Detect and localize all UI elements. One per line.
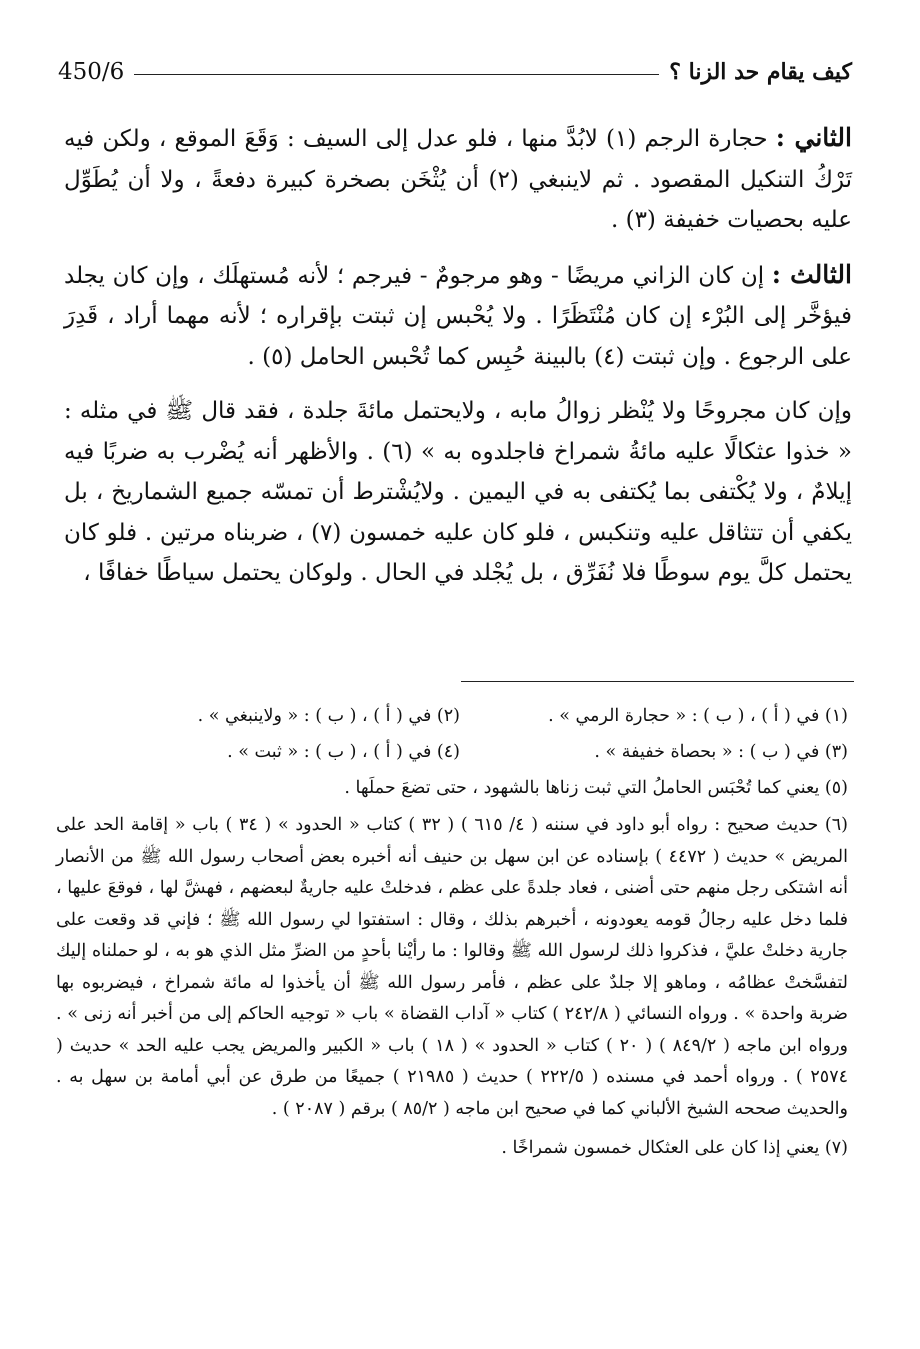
- paragraph-text: حجارة الرجم (١) لابُدَّ منها ، فلو عدل إلى السيف : وَقَعَ الموقع ، ولكن فيه تَرْكُ التنكيل المقصود . ثم لاينبغي (٢) أن يُثْخَن بصخرة كبيرة دفعةً ، ولا أن يُطَوِّل عليه بحصيات خفيفة (٣) .: [64, 126, 852, 233]
- main-text: [64, 118, 852, 608]
- paragraph-lead: الثالث :: [771, 259, 852, 289]
- footnote-1: (١) في ( أ ) ، ( ب ) : « حجارة الرمي » .: [548, 706, 848, 726]
- footnote-3: (٣) في ( ب ) : « بحصاة خفيفة » .: [594, 742, 848, 762]
- page-header: [58, 52, 852, 92]
- paragraph-lead: الثاني :: [775, 123, 852, 152]
- paragraph-second: [64, 118, 852, 241]
- running-title: كيف يقام حد الزنا ؟: [669, 59, 852, 85]
- footnote-6: (٦) حديث صحيح : رواه أبو داود في سننه ( ٤/ ٦١٥ ) ( ٣٢ ) كتاب « الحدود » ( ٣٤ ) باب « إقامة الحد على المريض » حديث ( ٤٤٧٢ ) بإسناده عن ابن سهل بن حنيف أنه أخبره بعض أصحاب رسول الله ﷺ من الأنصار أنه اشتكى رجل منهم حتى أضنى ، فعاد جلدةً على عظم ، فدخلتْ عليه جاريةٌ لبعضهم ، فهشَّ لها ، فوقعَ عليها ، فلما دخل عليه رجالُ قومه يعودونه ، أخبرهم بذلك ، وقال : استفتوا لي رسول الله ﷺ ؛ فإني قد وقعت على جارية دخلتْ عليَّ ، فذكروا ذلك لرسول الله ﷺ وقالوا : ما رأيْنا بأحدٍ من الضرِّ مثل الذي هو به ، لو حملناه إليك لتفسَّختْ عظامُه ، وماهو إلا جلدٌ على عظم ، فأمر رسول الله ﷺ أن يأخذوا له مائة شمراخ ، فيضربوه بها ضربة واحدة » . ورواه النسائي ( ٢٤٢/٨ ) كتاب « آداب القضاة » باب « توجيه الحاكم إلى من أخبر أنه زنى » . ورواه ابن ماجه ( ٨٤٩/٢ ) ( ٢٠ ) كتاب « الحدود » ( ١٨ ) باب « الكبير والمريض يجب عليه الحد » حديث ( ٢٥٧٤ ) . ورواه أحمد في مسنده ( ٢٢٢/٥ ) حديث ( ٢١٩٨٥ ) جميعًا من طرق عن أبي أمامة بن سهل به . والحديث صححه الشيخ الألباني كما في صحيح ابن ماجه ( ٨٥/٢ ) برقم ( ٢٠٨٧ ) .: [56, 815, 848, 1119]
- footnotes: [56, 698, 848, 1165]
- footnote-separator: [461, 681, 854, 682]
- paragraph-wounded: [64, 391, 852, 594]
- footnote-7: (٧) يعني إذا كان على العثكال خمسون شمراخًا .: [501, 1138, 848, 1158]
- footnote-2: (٢) في ( أ ) ، ( ب ) : « ولاينبغي » .: [197, 706, 460, 726]
- paragraph-text: إن كان الزاني مريضًا - وهو مرجومٌ - فيرجم ؛ لأنه مُستهلَك ، وإن كان يجلد فيؤخَّر إلى البُرْء إن كان مُنْتَظَرًا . ولا يُحْبس إن ثبتت بإقراره ؛ لأنه مهما أراد ، قَدِرَ على الرجوع . وإن ثبتت (٤) بالبينة حُبِس كما تُحْبس الحامل (٥) .: [64, 262, 852, 370]
- footnote-row: [56, 698, 848, 734]
- footnote-4: (٤) في ( أ ) ، ( ب ) : « ثبت » .: [227, 742, 460, 762]
- header-rule: [134, 74, 659, 75]
- paragraph-third: [64, 255, 852, 378]
- footnote-5: (٥) يعني كما تُحْبَس الحاملُ التي ثبت زناها بالشهود ، حتى تضعَ حملَها .: [344, 778, 848, 798]
- footnote-row: [56, 734, 848, 770]
- page-number: 450/6: [58, 59, 125, 85]
- paragraph-text: وإن كان مجروحًا ولا يُنْظر زوالُ مابه ، ولايحتمل مائةَ جلدة ، فقد قال ﷺ في مثله : « خذوا عثكالًا عليه مائةُ شمراخ فاجلدوه به » (٦) . والأظهر أنه يُضْرب به ضربًا فيه إيلامٌ ، ولا يُكْتفى بما يُكتفى به في اليمين . ولايُشْترط أن تمسّه جميع الشماريخ ، بل يكفي أن تتثاقل عليه وتنكبس ، فلو كان عليه خمسون (٧) ، ضربناه مرتين . فلو كان يحتمل كلَّ يوم سوطًا فلا نُفَرِّق ، بل يُجْلد في الحال . ولوكان يحتمل سياطًا خفافًا ،: [64, 398, 852, 586]
